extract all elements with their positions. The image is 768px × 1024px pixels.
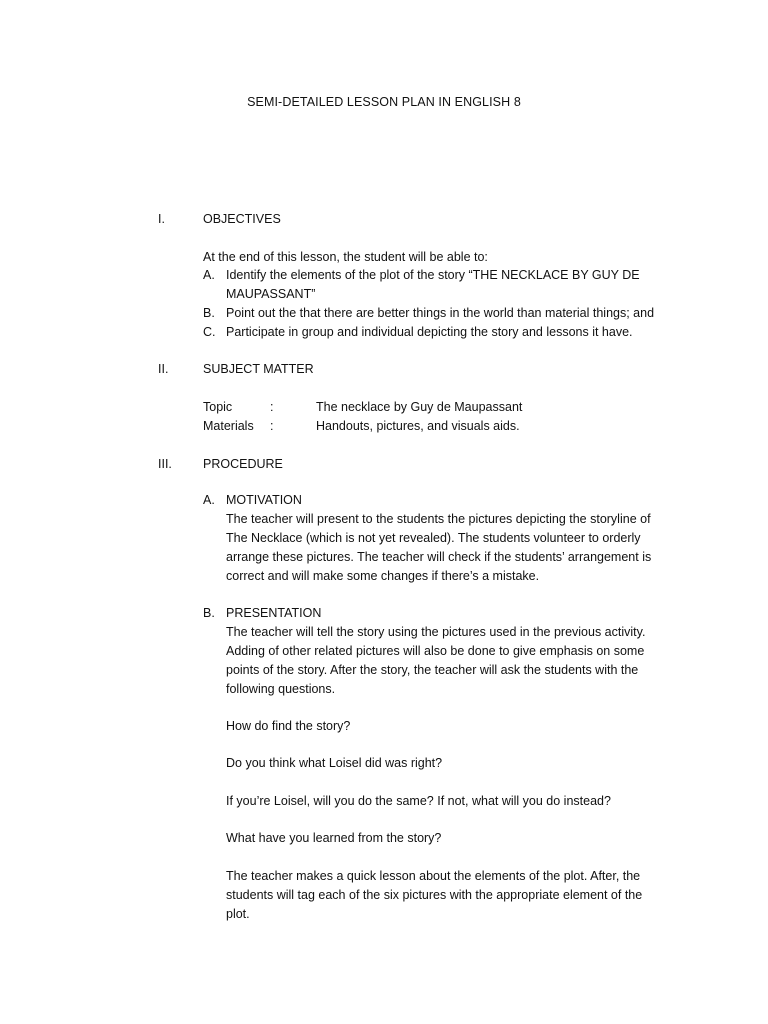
presentation-paragraph [226, 623, 676, 699]
objective-c-line-1: Participate in group and individual depicting the story and lessons it have. [226, 325, 633, 339]
subject-matter-numeral: II. [158, 362, 169, 376]
presentation-letter: B. [203, 606, 215, 620]
objective-b-line-1: Point out the that there are better things in the world than material things; and [226, 306, 655, 320]
closing-line: The teacher makes a quick lesson about the elements of the plot. After, the [226, 869, 641, 883]
question-2: Do you think what Loisel did was right? [226, 756, 443, 770]
question-1: How do find the story? [226, 719, 351, 733]
objectives-intro: At the end of this lesson, the student will be able to: [203, 250, 488, 264]
topic-label: Topic [203, 400, 233, 414]
motivation-line: The teacher will present to the students the pictures depicting the storyline of [226, 512, 651, 526]
topic-separator: : [270, 400, 274, 414]
objective-b-letter: B. [203, 306, 215, 320]
motivation-line: The Necklace (which is not yet revealed). The students volunteer to orderly [226, 531, 641, 545]
closing-line: plot. [226, 907, 250, 921]
question-4: What have you learned from the story? [226, 831, 442, 845]
objective-a-letter: A. [203, 268, 215, 282]
materials-value: Handouts, pictures, and visuals aids. [316, 419, 520, 433]
presentation-line: points of the story. After the story, the teacher will ask the students with the [226, 663, 639, 677]
document-title: SEMI-DETAILED LESSON PLAN IN ENGLISH 8 [247, 95, 521, 109]
presentation-heading: PRESENTATION [226, 606, 322, 620]
motivation-line: correct and will make some changes if there’s a mistake. [226, 569, 540, 583]
procedure-heading: PROCEDURE [203, 457, 283, 471]
materials-label: Materials [203, 419, 254, 433]
motivation-paragraph [226, 510, 676, 586]
objective-a-line-2: MAUPASSANT” [226, 287, 316, 301]
closing-line: students will tag each of the six pictures with the appropriate element of the [226, 888, 643, 902]
question-3: If you’re Loisel, will you do the same? If not, what will you do instead? [226, 794, 611, 808]
presentation-line: The teacher will tell the story using the pictures used in the previous activity. [226, 625, 646, 639]
objectives-heading: OBJECTIVES [203, 212, 281, 226]
motivation-heading: MOTIVATION [226, 493, 302, 507]
closing-paragraph [226, 867, 676, 924]
topic-value: The necklace by Guy de Maupassant [316, 400, 523, 414]
procedure-numeral: III. [158, 457, 172, 471]
presentation-line: following questions. [226, 682, 336, 696]
materials-separator: : [270, 419, 274, 433]
objectives-numeral: I. [158, 212, 165, 226]
motivation-line: arrange these pictures. The teacher will check if the students’ arrangement is [226, 550, 652, 564]
subject-matter-heading: SUBJECT MATTER [203, 362, 314, 376]
motivation-letter: A. [203, 493, 215, 507]
objective-a-line-1: Identify the elements of the plot of the story “THE NECKLACE BY GUY DE [226, 268, 640, 282]
presentation-line: Adding of other related pictures will also be done to give emphasis on some [226, 644, 645, 658]
objective-c-letter: C. [203, 325, 216, 339]
